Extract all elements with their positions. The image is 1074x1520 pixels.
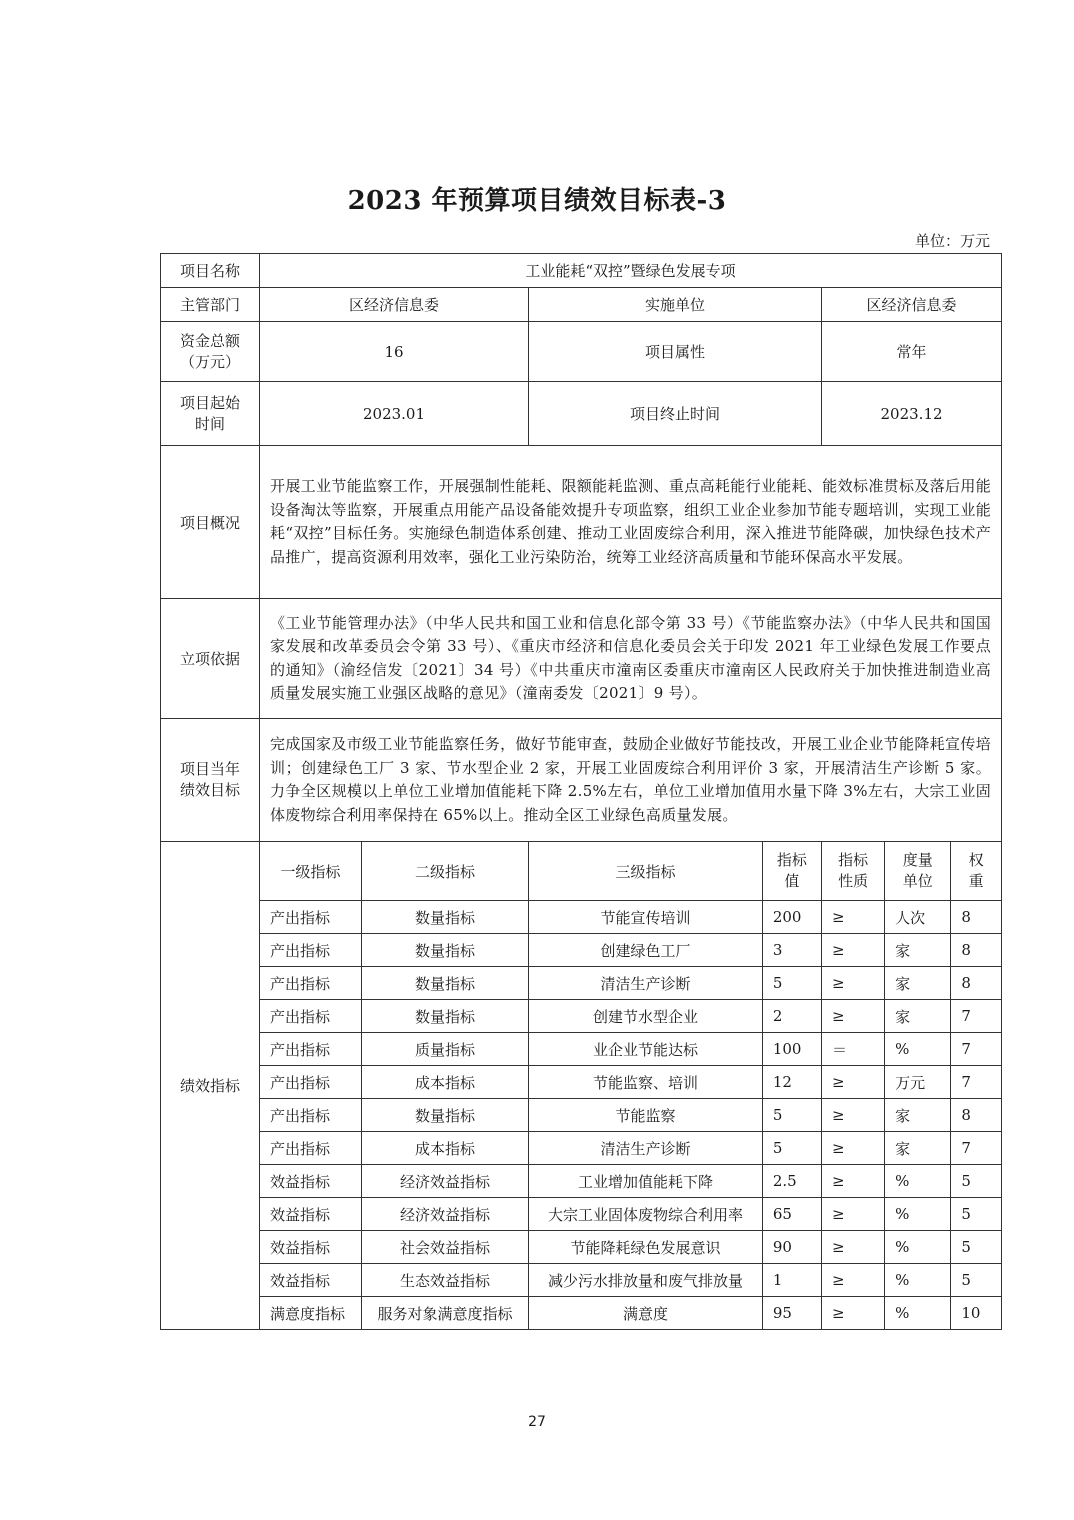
- indicator-row: [260, 1297, 1001, 1330]
- indicator-nature: ≥: [822, 1066, 885, 1099]
- indicator-value: 2.5: [762, 1165, 821, 1198]
- indicator-weight: 8: [951, 934, 1001, 967]
- funds-label-line2: （万元）: [179, 352, 240, 371]
- indicator-unit: %: [885, 1198, 951, 1231]
- indicator-row: [260, 1099, 1001, 1132]
- indicator-level1: 效益指标: [260, 1165, 361, 1198]
- row-indicators: [161, 842, 1002, 1330]
- indicator-level2: 社会效益指标: [361, 1231, 528, 1264]
- header-unit-line1: 度量: [902, 851, 933, 869]
- basis-label: 立项依据: [161, 599, 260, 719]
- funds-label-line1: 资金总额: [179, 331, 240, 350]
- start-label-line2: 时间: [194, 414, 225, 433]
- department-value: 区经济信息委: [260, 288, 529, 322]
- indicator-value: 65: [762, 1198, 821, 1231]
- indicator-level3: 满意度: [529, 1297, 763, 1330]
- indicator-level1: 产出指标: [260, 1099, 361, 1132]
- indicator-level3: 清洁生产诊断: [529, 1132, 763, 1165]
- indicator-value: 1: [762, 1264, 821, 1297]
- indicator-weight: 8: [951, 1099, 1001, 1132]
- indicator-nature: ≥: [822, 1132, 885, 1165]
- indicator-weight: 5: [951, 1264, 1001, 1297]
- row-time: [161, 382, 1002, 446]
- indicator-level3: 创建节水型企业: [529, 1000, 763, 1033]
- row-funds: [161, 322, 1002, 382]
- indicator-nature: ≥: [822, 934, 885, 967]
- indicator-level1: 产出指标: [260, 1033, 361, 1066]
- indicator-header-row: [260, 842, 1001, 901]
- basis-text: 《工业节能管理办法》（中华人民共和国工业和信息化部令第 33 号）《节能监察办法》（中华人民共和国国家发展和改革委员会令第 33 号）、《重庆市经济和信息化委员会关于印发 2021 年工业绿色发展工作要点的通知》（渝经信发〔2021〕34 号）《中共重庆市潼南区委重庆市潼南区人民政府关于加快推进制造业高质量发展实施工业强区战略的意见》（潼南委发〔2021〕9 号）。: [260, 599, 1002, 719]
- indicator-level2: 成本指标: [361, 1132, 528, 1165]
- header-level2: 二级指标: [361, 842, 528, 901]
- indicator-unit: 家: [885, 1099, 951, 1132]
- header-unit: [885, 842, 951, 901]
- performance-table: [160, 253, 1002, 1330]
- indicator-row: [260, 1033, 1001, 1066]
- indicator-value: 100: [762, 1033, 821, 1066]
- indicator-nature: ＝: [822, 1033, 885, 1066]
- header-unit-line2: 单位: [902, 872, 933, 890]
- indicator-weight: 7: [951, 1066, 1001, 1099]
- header-value-line2: 值: [784, 872, 800, 890]
- end-time-label: 项目终止时间: [529, 382, 822, 446]
- attribute-value: 常年: [822, 322, 1002, 382]
- header-level1: 一级指标: [260, 842, 361, 901]
- indicator-unit: %: [885, 1033, 951, 1066]
- indicator-level1: 产出指标: [260, 901, 361, 934]
- indicator-value: 2: [762, 1000, 821, 1033]
- header-value-line1: 指标: [776, 851, 807, 869]
- indicator-level2: 数量指标: [361, 967, 528, 1000]
- indicators-label: 绩效指标: [161, 842, 260, 1330]
- goal-label-line1: 项目当年: [179, 760, 240, 778]
- row-department: [161, 288, 1002, 322]
- indicator-level3: 大宗工业固体废物综合利用率: [529, 1198, 763, 1231]
- indicator-level3: 节能宣传培训: [529, 901, 763, 934]
- indicator-level1: 产出指标: [260, 967, 361, 1000]
- start-label-line1: 项目起始: [179, 393, 240, 412]
- indicator-value: 12: [762, 1066, 821, 1099]
- indicator-level1: 效益指标: [260, 1198, 361, 1231]
- indicator-unit: 家: [885, 967, 951, 1000]
- indicator-unit: 家: [885, 934, 951, 967]
- indicator-row: [260, 1198, 1001, 1231]
- indicator-unit: 人次: [885, 901, 951, 934]
- indicator-unit: %: [885, 1231, 951, 1264]
- indicator-level2: 生态效益指标: [361, 1264, 528, 1297]
- indicator-level2: 数量指标: [361, 1099, 528, 1132]
- indicator-value: 5: [762, 967, 821, 1000]
- indicator-level1: 效益指标: [260, 1264, 361, 1297]
- indicator-row: [260, 1264, 1001, 1297]
- indicator-level2: 经济效益指标: [361, 1165, 528, 1198]
- indicator-level3: 节能降耗绿色发展意识: [529, 1231, 763, 1264]
- header-weight-line1: 权: [968, 851, 984, 869]
- indicator-level3: 节能监察、培训: [529, 1066, 763, 1099]
- row-goal: [161, 719, 1002, 842]
- indicator-level1: 产出指标: [260, 934, 361, 967]
- indicator-nature: ≥: [822, 1000, 885, 1033]
- indicator-weight: 8: [951, 901, 1001, 934]
- indicator-level1: 产出指标: [260, 1066, 361, 1099]
- indicator-weight: 7: [951, 1132, 1001, 1165]
- funds-value: 16: [260, 322, 529, 382]
- indicator-unit: 家: [885, 1132, 951, 1165]
- indicator-weight: 10: [951, 1297, 1001, 1330]
- funds-label: [161, 322, 260, 382]
- indicator-row: [260, 967, 1001, 1000]
- attribute-label: 项目属性: [529, 322, 822, 382]
- indicator-weight: 5: [951, 1198, 1001, 1231]
- impl-unit-label: 实施单位: [529, 288, 822, 322]
- start-time-label: [161, 382, 260, 446]
- indicator-level2: 经济效益指标: [361, 1198, 528, 1231]
- indicator-weight: 5: [951, 1165, 1001, 1198]
- indicator-value: 95: [762, 1297, 821, 1330]
- indicator-weight: 5: [951, 1231, 1001, 1264]
- indicator-weight: 7: [951, 1000, 1001, 1033]
- indicator-nature: ≥: [822, 1099, 885, 1132]
- header-weight: [951, 842, 1001, 901]
- overview-text: 开展工业节能监察工作，开展强制性能耗、限额能耗监测、重点高耗能行业能耗、能效标准贯标及落后用能设备淘汰等监察，开展重点用能产品设备能效提升专项监察，组织工业企业参加节能专题培训，实现工业能耗“双控”目标任务。实施绿色制造体系创建、推动工业固废综合利用，深入推进节能降碳，加快绿色技术产品推广，提高资源利用效率，强化工业污染防治，统筹工业经济高质量和节能环保高水平发展。: [260, 446, 1002, 599]
- indicator-level2: 数量指标: [361, 934, 528, 967]
- indicator-nature: ≥: [822, 967, 885, 1000]
- indicator-level3: 创建绿色工厂: [529, 934, 763, 967]
- indicator-value: 5: [762, 1099, 821, 1132]
- page-title: 2023 年预算项目绩效目标表-3: [347, 186, 727, 216]
- indicator-table: [260, 842, 1001, 1329]
- indicator-unit: %: [885, 1264, 951, 1297]
- row-project-name: [161, 254, 1002, 288]
- indicator-body: [260, 842, 1001, 1329]
- indicator-nature: ≥: [822, 1231, 885, 1264]
- header-weight-line2: 重: [968, 872, 984, 890]
- goal-text: 完成国家及市级工业节能监察任务，做好节能审查，鼓励企业做好节能技改，开展工业企业节能降耗宣传培训；创建绿色工厂 3 家、节水型企业 2 家，开展工业固废综合利用评价 3 家，开展清洁生产诊断 5 家。力争全区规模以上单位工业增加值能耗下降 2.5%左右，单位工业增加值用水量下降 3%左右，大宗工业固体废物综合利用率保持在 65%以上。推动全区工业绿色高质量发展。: [260, 719, 1002, 842]
- header-nature-line1: 指标: [838, 851, 869, 869]
- indicator-value: 200: [762, 901, 821, 934]
- indicator-value: 5: [762, 1132, 821, 1165]
- indicator-level3: 减少污水排放量和废气排放量: [529, 1264, 763, 1297]
- indicator-value: 90: [762, 1231, 821, 1264]
- indicator-unit: 家: [885, 1000, 951, 1033]
- department-label: 主管部门: [161, 288, 260, 322]
- indicator-nature: ≥: [822, 901, 885, 934]
- indicator-level3: 业企业节能达标: [529, 1033, 763, 1066]
- indicator-level2: 成本指标: [361, 1066, 528, 1099]
- indicator-level1: 效益指标: [260, 1231, 361, 1264]
- indicator-level1: 产出指标: [260, 1132, 361, 1165]
- indicator-unit: 万元: [885, 1066, 951, 1099]
- start-time-value: 2023.01: [260, 382, 529, 446]
- indicator-level1: 产出指标: [260, 1000, 361, 1033]
- indicator-level3: 节能监察: [529, 1099, 763, 1132]
- row-overview: [161, 446, 1002, 599]
- indicator-unit: %: [885, 1165, 951, 1198]
- indicator-level2: 服务对象满意度指标: [361, 1297, 528, 1330]
- goal-label: [161, 719, 260, 842]
- project-name-label: 项目名称: [161, 254, 260, 288]
- indicator-weight: 8: [951, 967, 1001, 1000]
- indicator-nature: ≥: [822, 1297, 885, 1330]
- indicator-row: [260, 1231, 1001, 1264]
- indicator-row: [260, 1165, 1001, 1198]
- header-level3: 三级指标: [529, 842, 763, 901]
- header-value: [762, 842, 821, 901]
- header-nature: [822, 842, 885, 901]
- impl-unit-value: 区经济信息委: [822, 288, 1002, 322]
- row-basis: [161, 599, 1002, 719]
- unit-label: 单位：万元: [914, 232, 990, 250]
- indicator-row: [260, 934, 1001, 967]
- page-number: 27: [528, 1414, 546, 1430]
- indicator-level2: 数量指标: [361, 901, 528, 934]
- project-name-value: 工业能耗“双控”暨绿色发展专项: [260, 254, 1002, 288]
- indicator-nature: ≥: [822, 1198, 885, 1231]
- indicator-unit: %: [885, 1297, 951, 1330]
- indicator-level2: 质量指标: [361, 1033, 528, 1066]
- indicator-weight: 7: [951, 1033, 1001, 1066]
- indicators-cell: [260, 842, 1002, 1330]
- indicator-level3: 清洁生产诊断: [529, 967, 763, 1000]
- header-nature-line2: 性质: [838, 872, 869, 890]
- indicator-level1: 满意度指标: [260, 1297, 361, 1330]
- end-time-value: 2023.12: [822, 382, 1002, 446]
- indicator-nature: ≥: [822, 1264, 885, 1297]
- indicator-level3: 工业增加值能耗下降: [529, 1165, 763, 1198]
- indicator-row: [260, 1132, 1001, 1165]
- indicator-row: [260, 1066, 1001, 1099]
- indicator-row: [260, 901, 1001, 934]
- indicator-value: 3: [762, 934, 821, 967]
- indicator-row: [260, 1000, 1001, 1033]
- indicator-nature: ≥: [822, 1165, 885, 1198]
- overview-label: 项目概况: [161, 446, 260, 599]
- indicator-level2: 数量指标: [361, 1000, 528, 1033]
- goal-label-line2: 绩效目标: [179, 781, 240, 799]
